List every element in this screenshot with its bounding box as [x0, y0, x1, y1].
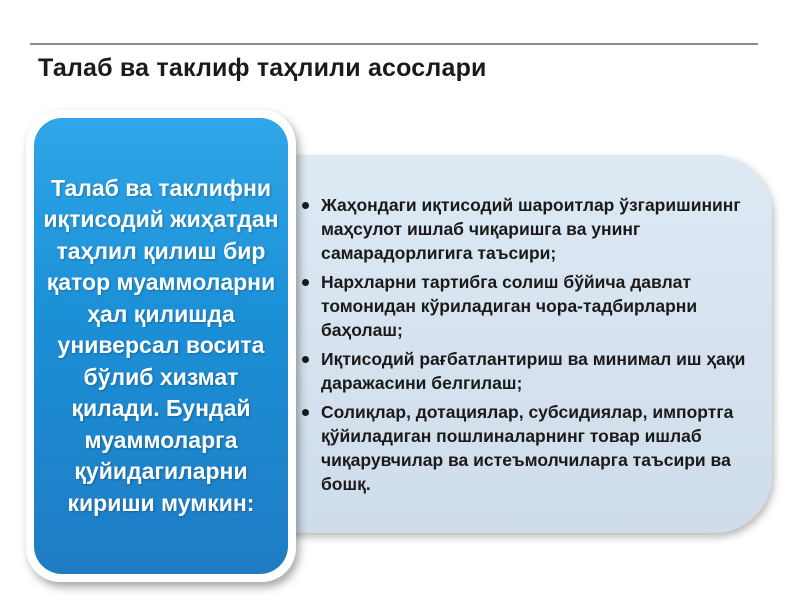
bullet-dot-icon	[302, 409, 309, 416]
bullet-text: Иқтисодий рағбатлантириш ва минимал иш ҳақи даражасини белгилаш;	[321, 349, 746, 393]
callout-text: Талаб ва таклифни иқтисодий жиҳатдан таҳлил қилиш бир қатор муаммоларни ҳал қилишда универсал восита бўлиб хизмат қилади. Бундай муаммоларга қуйидагиларни кириши мумкин:	[43, 174, 279, 516]
bullet-item	[302, 400, 752, 496]
bullet-dot-icon	[302, 279, 309, 286]
bullet-text: Солиқлар, дотациялар, субсидиялар, импортга қўйиладиган пошлиналарнинг товар ишлаб чиқарувчилар ва истеъмолчиларга таъсири ва бошқ.	[321, 402, 734, 494]
bullet-item	[302, 270, 752, 342]
slide-title: Талаб ва таклиф таҳлили асослари	[38, 54, 487, 82]
bullet-item	[302, 347, 752, 395]
bullet-dot-icon	[302, 202, 309, 209]
bullet-text: Жаҳондаги иқтисодий шароитлар ўзгаришининг маҳсулот ишлаб чиқаришга ва унинг самарадорлигига таъсири;	[321, 195, 741, 263]
callout-box	[26, 110, 296, 582]
bullet-item	[302, 193, 752, 265]
bullet-text: Нархларни тартибга солиш бўйича давлат томонидан кўриладиган чора-тадбирларни баҳолаш;	[321, 272, 698, 340]
callout-fill	[34, 118, 288, 574]
top-divider	[30, 43, 758, 45]
bullet-list	[302, 193, 752, 501]
bullet-dot-icon	[302, 356, 309, 363]
